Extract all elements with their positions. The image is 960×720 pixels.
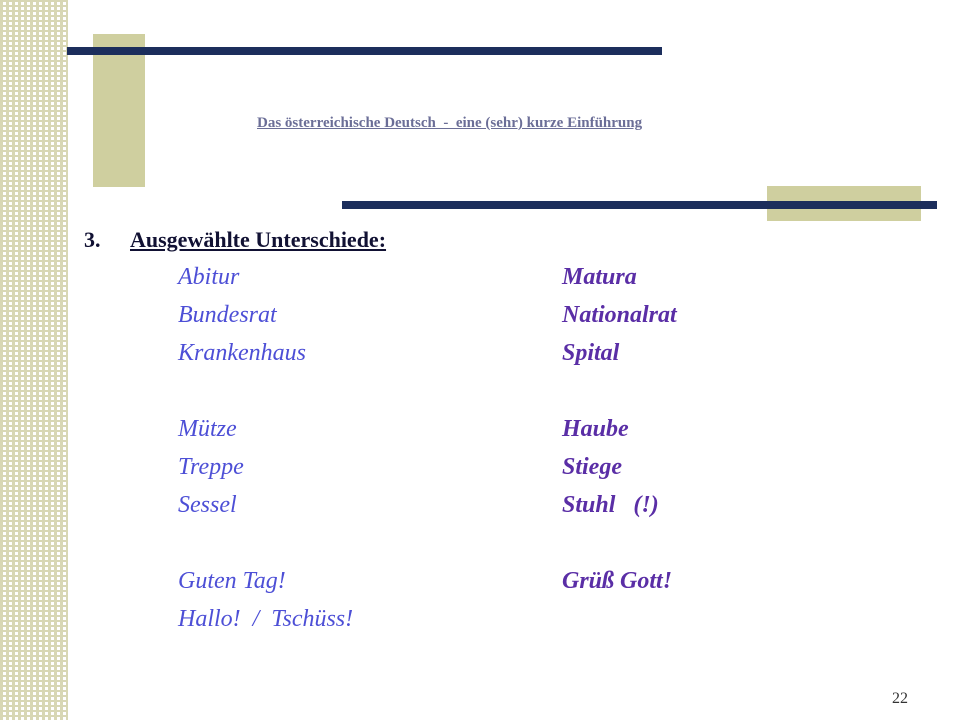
slide-header-title: Das österreichische Deutsch - eine (sehr) kurze Einführung <box>257 115 643 131</box>
austrian-term: Matura <box>562 264 637 290</box>
austrian-term: Grüß Gott! <box>562 568 673 594</box>
decorative-rule-bottom <box>342 201 937 209</box>
german-term: Bundesrat <box>178 302 277 328</box>
decorative-block-left <box>93 34 145 187</box>
austrian-term: Stiege <box>562 454 622 480</box>
austrian-term: Haube <box>562 416 629 442</box>
german-term: Guten Tag! <box>178 568 286 594</box>
german-term: Krankenhaus <box>178 340 306 366</box>
left-stripe-pattern <box>0 0 68 720</box>
german-term: Sessel <box>178 492 237 518</box>
german-term: Mütze <box>178 416 237 442</box>
page-number: 22 <box>892 690 908 707</box>
german-term: Abitur <box>178 264 240 290</box>
austrian-term: Spital <box>562 340 620 366</box>
austrian-term: Stuhl (!) <box>562 492 659 518</box>
section-number: 3. <box>84 227 101 252</box>
german-term: Hallo! / Tschüss! <box>178 606 354 632</box>
decorative-rule-top <box>67 47 662 55</box>
austrian-term: Nationalrat <box>562 302 677 328</box>
german-term: Treppe <box>178 454 244 480</box>
section-heading: Ausgewählte Unterschiede: <box>130 227 387 252</box>
